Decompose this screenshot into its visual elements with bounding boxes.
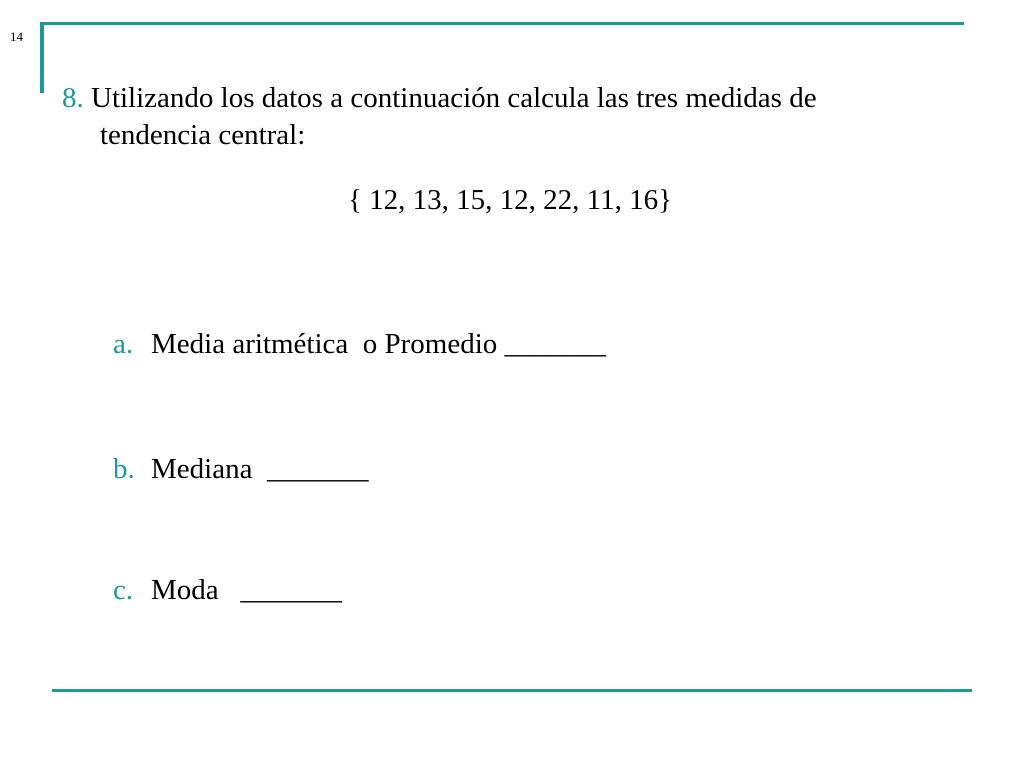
question-block bbox=[62, 80, 972, 154]
list-item-marker: c. bbox=[113, 574, 134, 606]
list-item-marker: b. bbox=[113, 453, 135, 485]
frame-top-line bbox=[42, 22, 964, 25]
data-set bbox=[0, 183, 1024, 217]
question-number: 8. bbox=[62, 82, 84, 114]
slide-number: 14 bbox=[10, 29, 23, 44]
list-item-b bbox=[113, 452, 368, 486]
data-set-values: { 12, 13, 15, 12, 22, 11, 16} bbox=[347, 184, 672, 216]
question-text-line1: Utilizando los datos a continuación calcula las tres medidas de bbox=[91, 82, 817, 114]
list-item-text: Moda _______ bbox=[151, 574, 342, 606]
question-text-line2: tendencia central: bbox=[100, 119, 306, 151]
list-item-text: Mediana _______ bbox=[151, 453, 369, 485]
frame-bottom-line bbox=[52, 689, 972, 692]
list-item-a bbox=[113, 327, 606, 361]
frame-left-line bbox=[40, 22, 44, 93]
list-item-text: Media aritmética o Promedio _______ bbox=[151, 328, 607, 360]
list-item-marker: a. bbox=[113, 328, 134, 360]
list-item-c bbox=[113, 573, 342, 607]
